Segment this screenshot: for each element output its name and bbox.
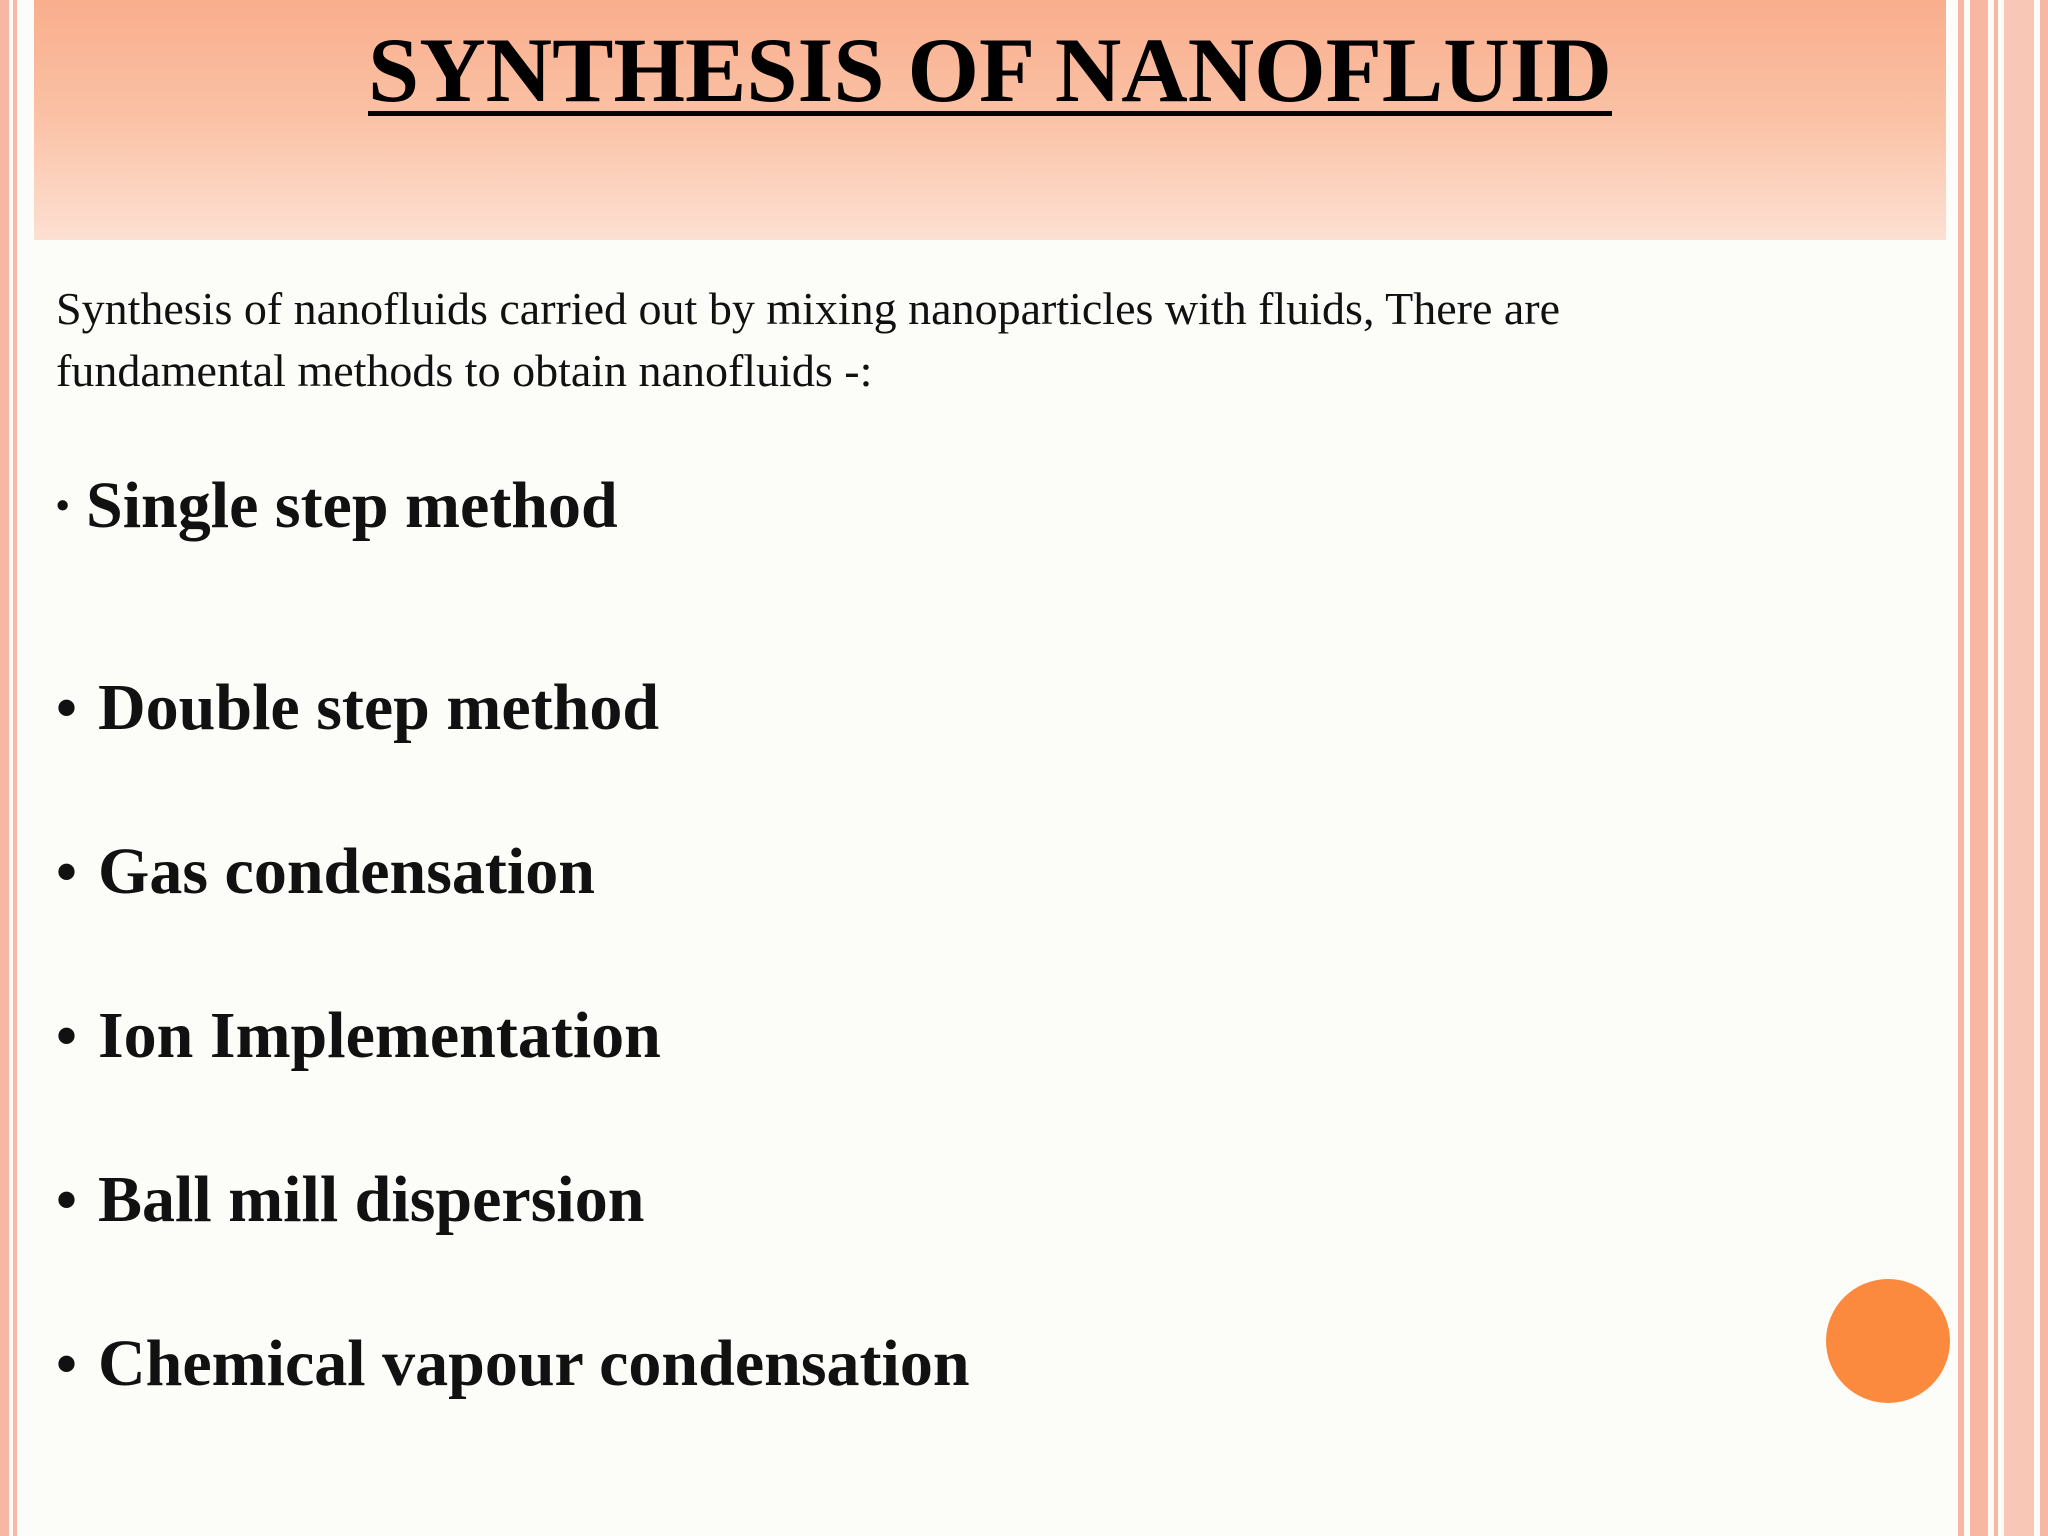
method-label: Single step method [86,469,618,542]
methods-list [56,462,970,1446]
right-border-stripe [1994,0,1998,1536]
right-border-stripe [1970,0,1988,1536]
method-label: Gas condensation [98,835,595,908]
method-label: Ion Implementation [98,999,661,1072]
bullet-icon: • [56,839,78,905]
intro-line-1: Synthesis of nanofluids carried out by mixing nanoparticles with fluids, There are [56,283,1561,334]
intro-line-2: fundamental methods to obtain nanofluids -: [56,345,873,396]
method-label: Double step method [98,671,660,744]
intro-paragraph [56,278,1876,402]
left-border-stripe-thin [13,0,17,1536]
bullet-icon: • [56,1003,78,1069]
bullet-icon: • [56,675,78,741]
right-border-stripe [2040,0,2048,1536]
right-border-stripe [1958,0,1964,1536]
list-item [56,462,970,550]
right-border-stripe [2004,0,2034,1536]
list-item [56,1282,970,1446]
list-item [56,790,970,954]
circle-decoration-icon [1826,1279,1950,1403]
left-border-stripe [0,0,9,1536]
list-item [56,626,970,790]
method-label: Ball mill dispersion [98,1163,645,1236]
list-item [56,954,970,1118]
bullet-icon: • [56,485,70,527]
title-banner [34,0,1946,240]
method-label: Chemical vapour condensation [98,1327,970,1400]
slide-title: SYNTHESIS OF NANOFLUID [368,19,1612,121]
list-item [56,1118,970,1282]
bullet-icon: • [56,1331,78,1397]
bullet-icon: • [56,1167,78,1233]
